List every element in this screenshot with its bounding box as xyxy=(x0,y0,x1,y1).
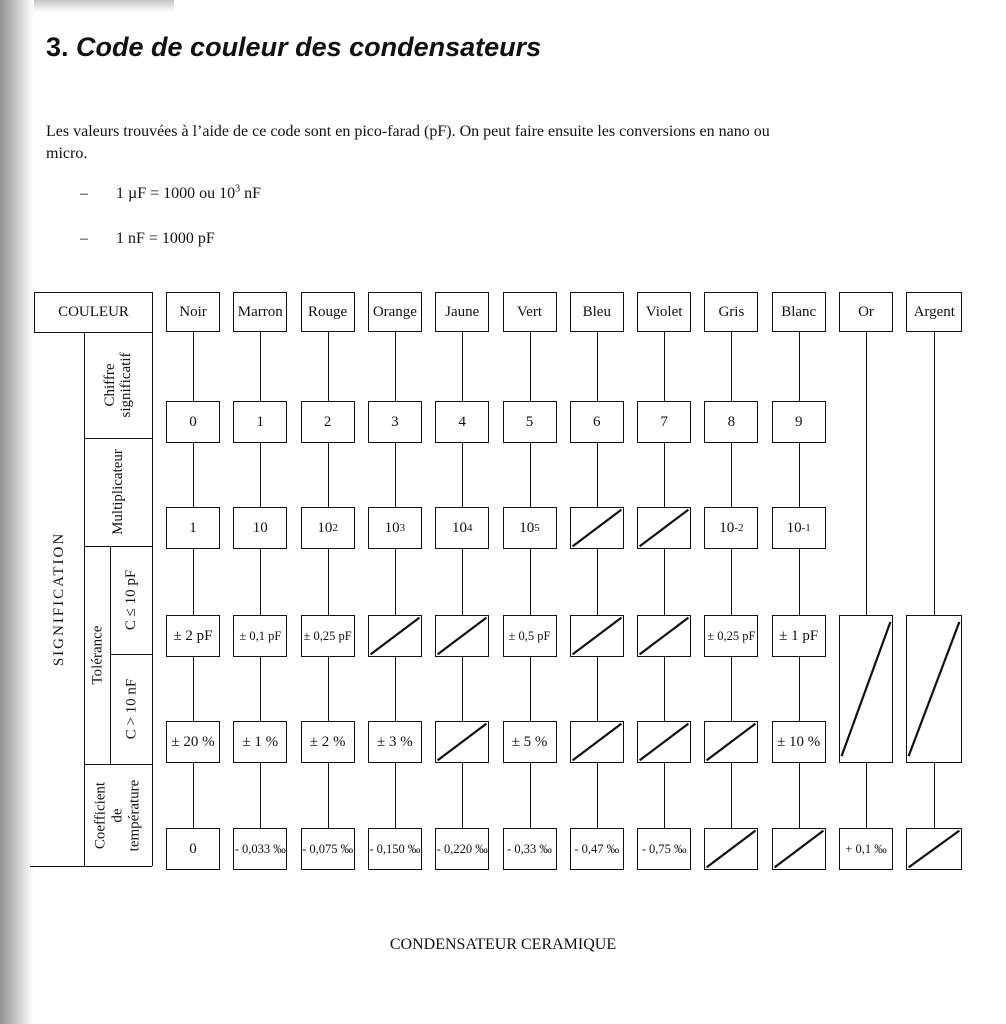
digit-cell: 5 xyxy=(503,401,557,443)
list-dash: – xyxy=(80,185,88,202)
multiplier-cell: 10 -2 xyxy=(704,507,758,549)
intro-line-2: micro. xyxy=(46,145,88,162)
color-header-violet: Violet xyxy=(637,292,691,332)
table-rule xyxy=(34,292,152,293)
multiplier-base: 10 xyxy=(317,519,333,536)
tolerance-low-cell: ± 0,5 pF xyxy=(503,615,557,657)
digit-cell: 8 xyxy=(704,401,758,443)
multiplier-base: 1 xyxy=(189,519,197,536)
coefficient-cell: 0 xyxy=(166,828,220,870)
coefficient-cell: - 0,150 ‰ xyxy=(368,828,422,870)
column-connector-line xyxy=(731,332,732,866)
multiplier-cell: 10 5 xyxy=(503,507,557,549)
color-header-gris: Gris xyxy=(704,292,758,332)
column-connector-line xyxy=(799,332,800,866)
multiplicateur-row-label: Multiplicateur xyxy=(110,449,126,535)
multiplier-base: 10 xyxy=(719,519,735,536)
column-connector-line xyxy=(934,332,935,866)
table-rule xyxy=(34,332,152,333)
color-header-rouge: Rouge xyxy=(301,292,355,332)
tolerance-high-cell: ± 2 % xyxy=(301,721,355,763)
conversion-1-exp: 3 xyxy=(235,183,241,195)
tolerance-row-label: Tolérance xyxy=(89,625,106,685)
section-number: 3. xyxy=(46,32,69,62)
conversion-item-1 xyxy=(80,185,261,203)
tolerance-cell-empty xyxy=(435,615,489,657)
table-caption: CONDENSATEUR CERAMIQUE xyxy=(389,936,617,953)
tolerance-low-cell: ± 2 pF xyxy=(166,615,220,657)
scan-shadow-top xyxy=(34,0,174,12)
multiplier-cell-empty xyxy=(570,507,624,549)
tolerance-cell-empty xyxy=(839,615,893,763)
coefficient-cell: - 0,075 ‰ xyxy=(301,828,355,870)
tolerance-low-cell: ± 0,25 pF xyxy=(704,615,758,657)
coefficient-cell: - 0,220 ‰ xyxy=(435,828,489,870)
table-rule xyxy=(84,438,152,439)
tolerance-cell-empty xyxy=(637,615,691,657)
multiplier-cell: 10 4 xyxy=(435,507,489,549)
conversion-1-right: nF xyxy=(240,185,262,202)
multiplier-cell-empty xyxy=(637,507,691,549)
signification-label: SIGNIFICATION xyxy=(51,531,67,667)
chiffre-row-label: Chiffre significatif xyxy=(102,352,134,418)
scan-shadow-edge xyxy=(0,0,34,1024)
table-rule xyxy=(84,764,152,765)
multiplier-base: 10 xyxy=(384,519,400,536)
tolerance-low-cell: ± 0,1 pF xyxy=(233,615,287,657)
table-rule xyxy=(34,292,35,332)
intro-paragraph xyxy=(46,121,946,165)
color-header-orange: Orange xyxy=(368,292,422,332)
intro-line-1: Les valeurs trouvées à l’aide de ce code sont en pico-farad (pF). On peut faire ensuite les conversions en nano ou xyxy=(46,123,770,140)
digit-cell: 3 xyxy=(368,401,422,443)
table-rule xyxy=(84,332,85,866)
tolerance-cell-empty xyxy=(435,721,489,763)
tolerance-cell-empty xyxy=(906,615,962,763)
tolerance-high-cell: ± 1 % xyxy=(233,721,287,763)
digit-cell: 0 xyxy=(166,401,220,443)
color-header-blanc: Blanc xyxy=(772,292,826,332)
tolerance-low-cell: ± 1 pF xyxy=(772,615,826,657)
coefficient-cell: - 0,75 ‰ xyxy=(637,828,691,870)
color-header-marron: Marron xyxy=(233,292,287,332)
couleur-header: COULEUR xyxy=(58,304,129,320)
color-header-vert: Vert xyxy=(503,292,557,332)
coefficient-cell: - 0,33 ‰ xyxy=(503,828,557,870)
color-header-or: Or xyxy=(839,292,893,332)
digit-cell: 9 xyxy=(772,401,826,443)
table-rule xyxy=(30,866,152,867)
tolerance-cell-empty xyxy=(637,721,691,763)
conversion-2-left: 1 nF = 1000 pF xyxy=(116,230,215,247)
title-text: Code de couleur des condensateurs xyxy=(76,32,542,62)
tolerance-cell-empty xyxy=(570,721,624,763)
color-header-jaune: Jaune xyxy=(435,292,489,332)
digit-cell: 6 xyxy=(570,401,624,443)
conversion-item-2 xyxy=(80,230,215,248)
page-title xyxy=(46,32,541,63)
coefficient-cell-empty xyxy=(772,828,826,870)
tolerance-low-cell: ± 0,25 pF xyxy=(301,615,355,657)
color-header-noir: Noir xyxy=(166,292,220,332)
multiplier-base: 10 xyxy=(786,519,802,536)
tolerance-cell-empty xyxy=(570,615,624,657)
coefficient-cell-empty xyxy=(704,828,758,870)
multiplier-base: 10 xyxy=(451,519,467,536)
column-connector-line xyxy=(328,332,329,866)
tolerance-high-cell: ± 20 % xyxy=(166,721,220,763)
digit-cell: 2 xyxy=(301,401,355,443)
color-header-argent: Argent xyxy=(906,292,962,332)
tolerance-high-cell: ± 5 % xyxy=(503,721,557,763)
list-dash: – xyxy=(80,230,88,247)
coefficient-cell: + 0,1 ‰ xyxy=(839,828,893,870)
tolerance-cell-empty xyxy=(704,721,758,763)
multiplier-cell: 10 2 xyxy=(301,507,355,549)
column-connector-line xyxy=(260,332,261,866)
table-rule xyxy=(152,292,153,866)
multiplier-cell: 10 -1 xyxy=(772,507,826,549)
tolerance-low-label: C ≤ 10 pF xyxy=(123,569,139,631)
digit-cell: 4 xyxy=(435,401,489,443)
column-connector-line xyxy=(866,332,867,866)
multiplier-cell xyxy=(233,507,287,549)
multiplier-base: 10 xyxy=(252,519,268,536)
table-rule xyxy=(110,546,111,764)
tolerance-high-cell: ± 10 % xyxy=(772,721,826,763)
tolerance-high-label: C > 10 nF xyxy=(123,678,139,740)
column-connector-line xyxy=(664,332,665,866)
coefficient-cell: - 0,47 ‰ xyxy=(570,828,624,870)
color-header-bleu: Bleu xyxy=(570,292,624,332)
digit-cell: 1 xyxy=(233,401,287,443)
tolerance-high-cell: ± 3 % xyxy=(368,721,422,763)
column-connector-line xyxy=(462,332,463,866)
column-connector-line xyxy=(193,332,194,866)
column-connector-line xyxy=(597,332,598,866)
multiplier-cell: 10 3 xyxy=(368,507,422,549)
multiplier-cell xyxy=(166,507,220,549)
digit-cell: 7 xyxy=(637,401,691,443)
tolerance-cell-empty xyxy=(368,615,422,657)
multiplier-base: 10 xyxy=(519,519,535,536)
coefficient-cell: - 0,033 ‰ xyxy=(233,828,287,870)
coefficient-row-label: Coefficient de température xyxy=(92,779,143,851)
table-rule xyxy=(110,654,152,655)
conversion-1-left: 1 µF = 1000 ou 10 xyxy=(116,185,236,202)
table-rule xyxy=(84,546,152,547)
column-connector-line xyxy=(530,332,531,866)
column-connector-line xyxy=(395,332,396,866)
coefficient-cell-empty xyxy=(906,828,962,870)
